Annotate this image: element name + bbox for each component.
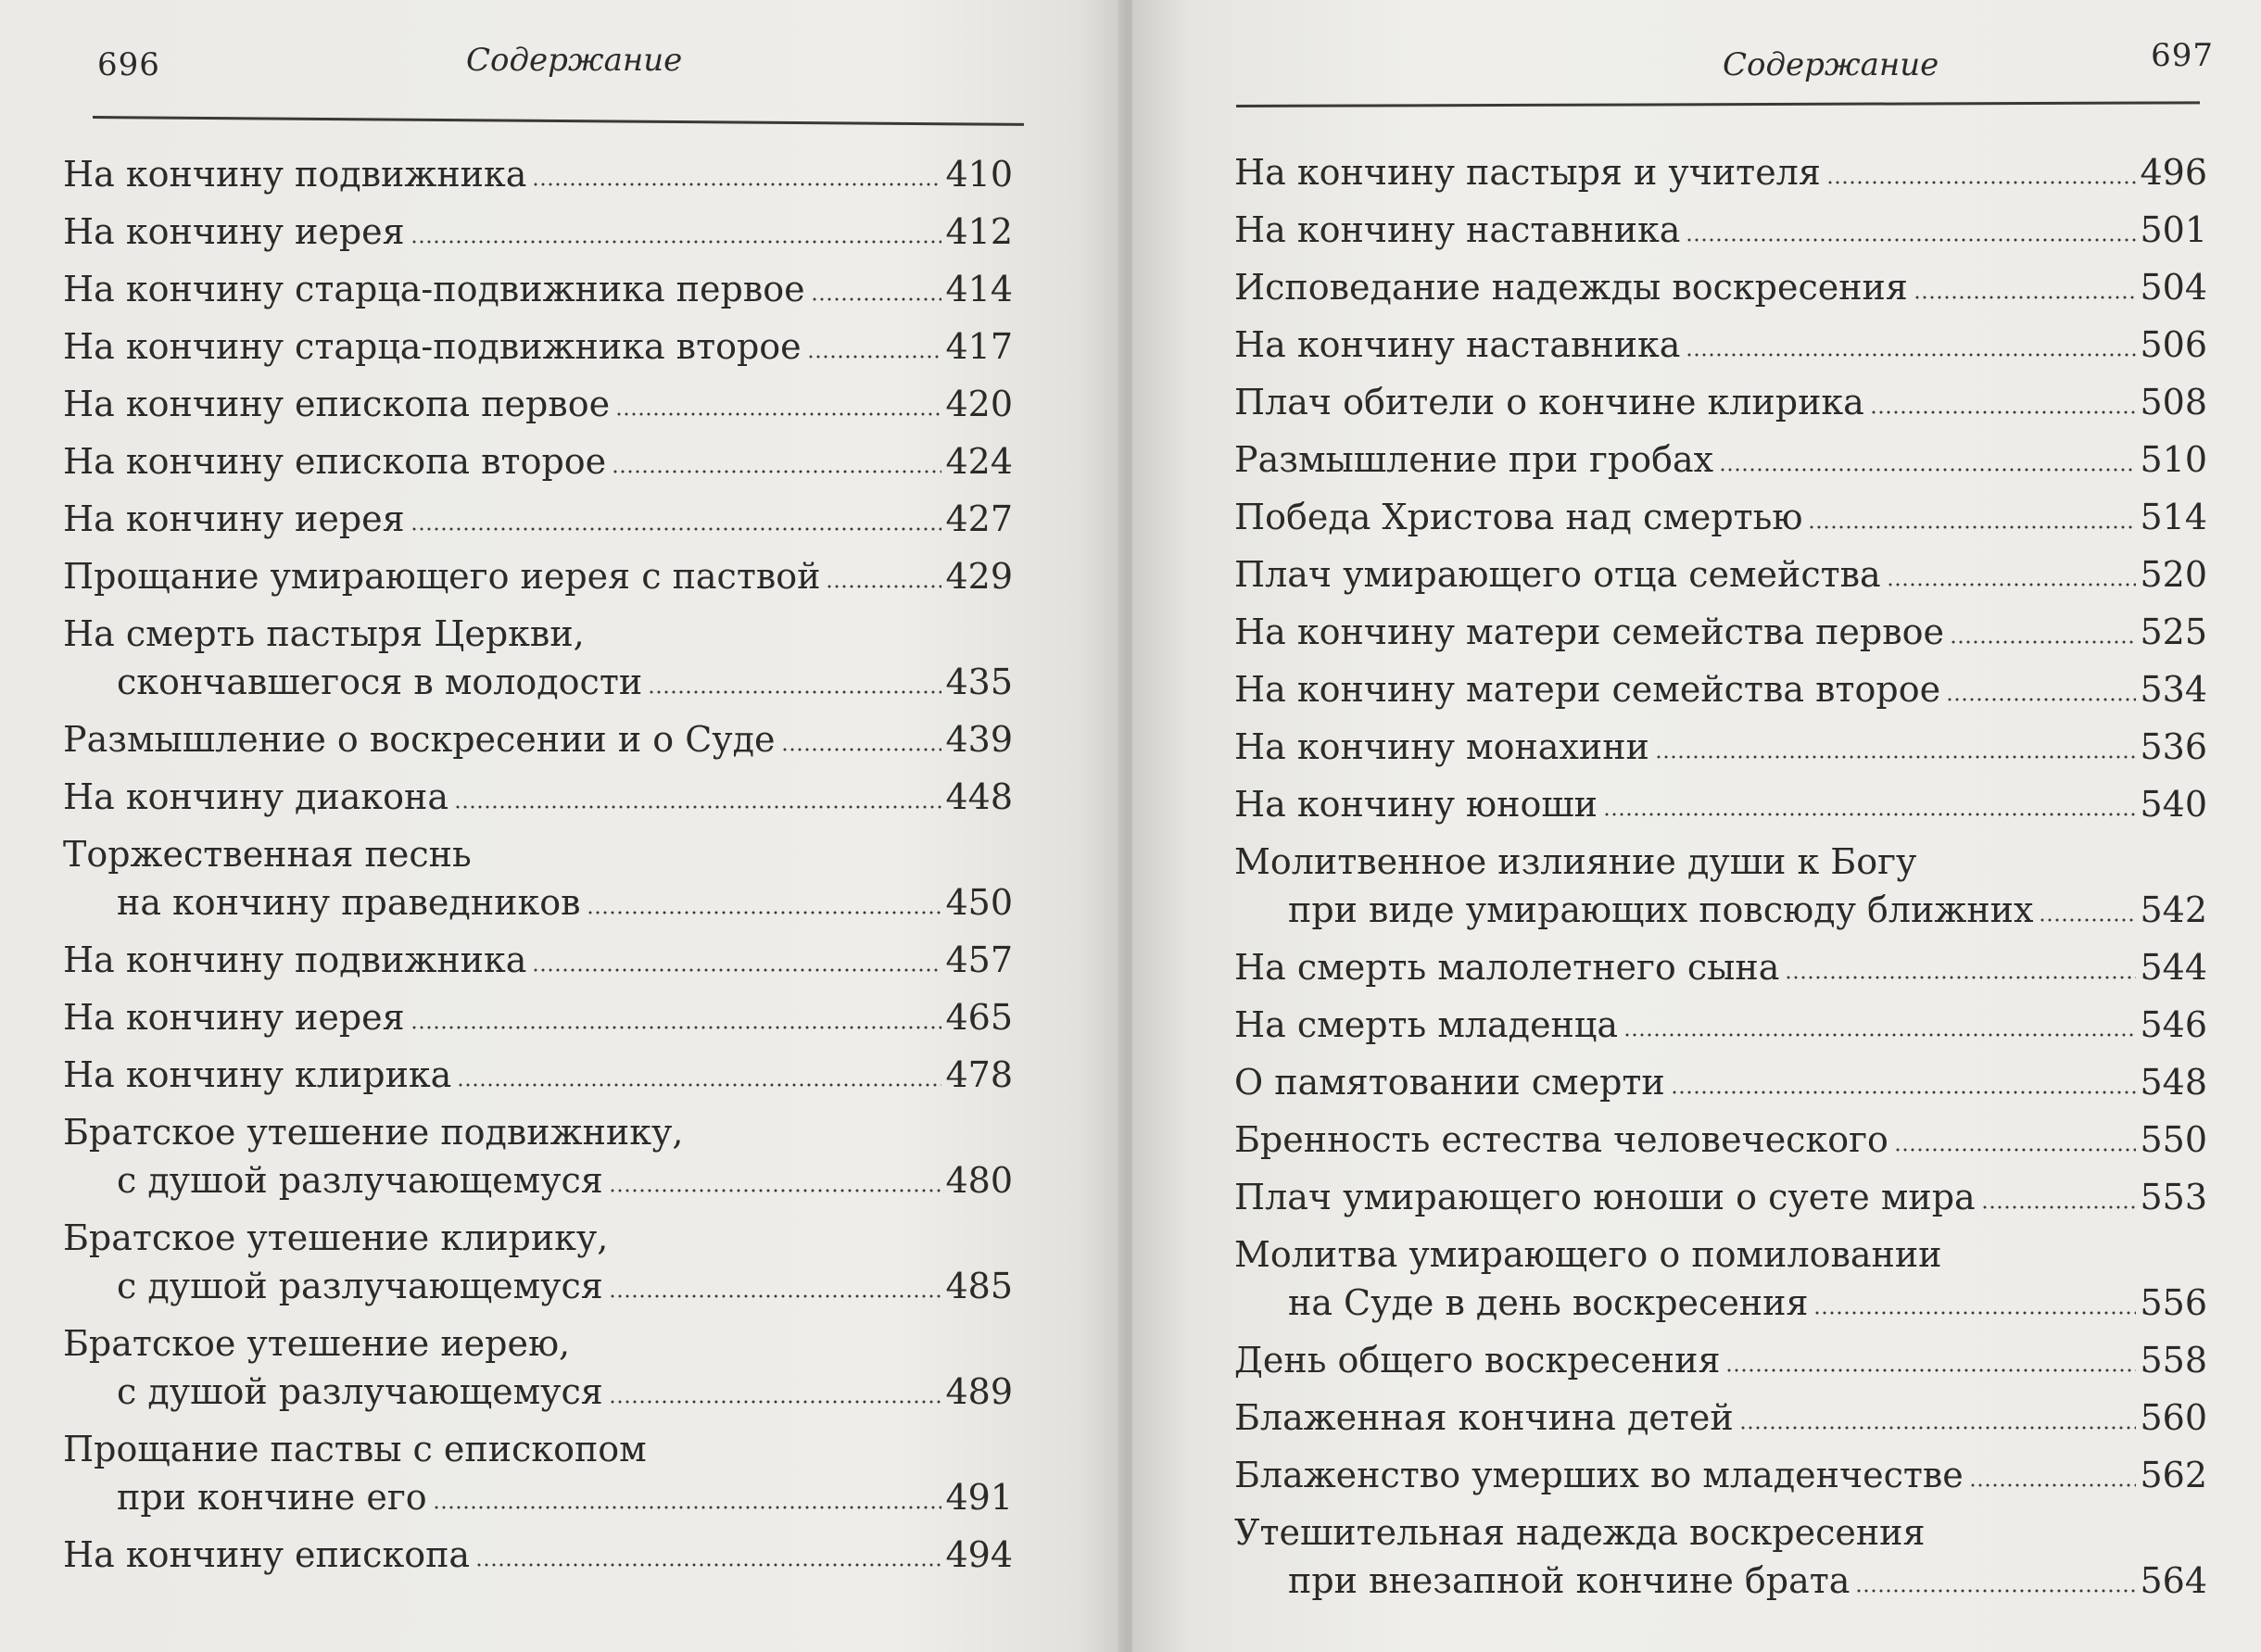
toc-entry — [1234, 378, 2207, 426]
toc-page-number: 424 — [945, 441, 1013, 482]
toc-entry-title: О памятовании смерти — [1234, 1062, 1665, 1103]
leader-dots — [1969, 1483, 2137, 1487]
leader-dots — [609, 1189, 942, 1192]
toc-entry — [63, 552, 1013, 600]
leader-dots — [1826, 181, 2137, 184]
toc-entry-line — [63, 150, 1013, 198]
toc-entry-line — [63, 437, 1013, 486]
leader-dots — [1813, 1311, 2136, 1315]
toc-entry-title: Исповедание надежды воскресения — [1234, 267, 1908, 308]
toc-entry-continuation — [1234, 1557, 2207, 1605]
leader-dots — [532, 968, 941, 972]
toc-page-number: 435 — [945, 662, 1013, 702]
toc-entry — [1234, 1116, 2207, 1164]
toc-page-number: 556 — [2140, 1282, 2207, 1323]
leader-dots — [411, 527, 942, 531]
toc-page-number: 560 — [2140, 1397, 2207, 1438]
toc-entry-title: с душой разлучающемуся — [117, 1266, 603, 1306]
toc-entry-line — [1234, 493, 2207, 541]
toc-entry — [63, 265, 1013, 313]
toc-page-number: 414 — [945, 269, 1013, 309]
leader-dots — [826, 585, 941, 588]
toc-entry — [1234, 608, 2207, 656]
toc-entry-line — [63, 552, 1013, 600]
leader-dots — [2039, 918, 2136, 922]
toc-page-number: 540 — [2140, 784, 2207, 825]
toc-entry-title: На смерть пастыря Церкви, — [63, 613, 585, 654]
leader-dots — [609, 1294, 942, 1298]
toc-entry — [1234, 435, 2207, 484]
page-number: 697 — [2151, 37, 2214, 74]
leader-dots — [1725, 1368, 2136, 1372]
toc-entry-line — [1234, 1058, 2207, 1106]
toc-entry-line — [63, 380, 1013, 428]
toc-page-number: 506 — [2140, 324, 2207, 365]
toc-entry-line — [1234, 723, 2207, 771]
table-of-contents — [1234, 148, 2207, 1614]
toc-entry — [1234, 493, 2207, 541]
toc-entry-title: Блаженная кончина детей — [1234, 1397, 1734, 1438]
toc-entry-line — [1234, 148, 2207, 196]
toc-entry-line — [63, 1319, 1013, 1368]
toc-entry-title: на кончину праведников — [117, 882, 581, 923]
toc-entry-title: Братское утешение иерею, — [63, 1323, 571, 1364]
toc-entry-title: при виде умирающих повсюду ближних — [1288, 889, 2034, 930]
toc-entry-title: с душой разлучающемуся — [117, 1160, 603, 1201]
leader-dots — [1739, 1426, 2137, 1430]
toc-entry — [63, 1214, 1013, 1310]
toc-entry-line — [1234, 550, 2207, 599]
toc-entry — [1234, 1001, 2207, 1049]
toc-entry — [1234, 321, 2207, 369]
toc-entry-line — [1234, 1001, 2207, 1049]
toc-entry-line — [63, 208, 1013, 256]
toc-entry — [63, 993, 1013, 1041]
toc-entry — [63, 715, 1013, 763]
leader-dots — [1950, 640, 2136, 644]
toc-entry-title: Молитва умирающего о помиловании — [1234, 1234, 1942, 1275]
toc-entry — [1234, 1336, 2207, 1384]
toc-entry — [63, 322, 1013, 371]
toc-entry-line — [1234, 1173, 2207, 1221]
toc-entry-line — [63, 1051, 1013, 1099]
leader-dots — [433, 1506, 942, 1509]
toc-entry-line — [63, 773, 1013, 821]
toc-page-number: 480 — [945, 1160, 1013, 1201]
toc-page-number: 536 — [2140, 726, 2207, 767]
toc-page-number: 429 — [945, 556, 1013, 597]
page-header — [93, 37, 1024, 102]
left-page — [0, 0, 1123, 1652]
leader-dots — [1671, 1091, 2137, 1094]
leader-dots — [1894, 1148, 2137, 1152]
toc-entry-title: На кончину диакона — [63, 776, 449, 817]
toc-page-number: 553 — [2140, 1177, 2207, 1217]
toc-entry-title: На кончину наставника — [1234, 324, 1681, 365]
leader-dots — [648, 690, 941, 694]
toc-entry — [1234, 550, 2207, 599]
toc-entry-line — [1234, 665, 2207, 713]
toc-page-number: 491 — [945, 1477, 1013, 1518]
running-title: Содержание — [1723, 46, 1939, 83]
toc-entry — [63, 610, 1013, 706]
toc-entry-title: Блаженство умерших во младенчестве — [1234, 1455, 1964, 1495]
toc-page-number: 501 — [2140, 209, 2207, 250]
toc-page-number: 496 — [2140, 152, 2207, 193]
toc-page-number: 544 — [2140, 947, 2207, 988]
toc-entry-title: при внезапной кончине брата — [1288, 1560, 1850, 1601]
toc-entry-line — [1234, 321, 2207, 369]
toc-entry-title: На кончину пастыря и учителя — [1234, 152, 1821, 193]
toc-entry-title: Прощание умирающего иерея с паствой — [63, 556, 821, 597]
toc-entry-title: На кончину иерея — [63, 997, 405, 1038]
toc-page-number: 534 — [2140, 669, 2207, 710]
leader-dots — [457, 1083, 941, 1087]
leader-dots — [454, 805, 941, 809]
toc-page-number: 548 — [2140, 1062, 2207, 1103]
toc-entry-title: На кончину иерея — [63, 498, 405, 539]
header-rule — [1236, 101, 2200, 107]
toc-entry — [1234, 1173, 2207, 1221]
toc-page-number: 520 — [2140, 554, 2207, 595]
toc-page-number: 546 — [2140, 1004, 2207, 1045]
toc-entry-line — [1234, 378, 2207, 426]
leader-dots — [781, 748, 942, 751]
toc-entry-line — [63, 830, 1013, 878]
toc-entry-title: при кончине его — [117, 1477, 427, 1518]
leader-dots — [1655, 755, 2137, 759]
toc-entry-title: На кончину иерея — [63, 211, 405, 252]
toc-entry — [1234, 1393, 2207, 1442]
toc-entry — [63, 1425, 1013, 1521]
leader-dots — [411, 240, 942, 244]
leader-dots — [411, 1026, 942, 1029]
leader-dots — [475, 1563, 941, 1567]
toc-entry — [63, 1531, 1013, 1579]
toc-entry-title: На кончину подвижника — [63, 939, 527, 980]
leader-dots — [1855, 1589, 2136, 1593]
toc-entry — [1234, 838, 2207, 934]
toc-entry-title: День общего воскресения — [1234, 1340, 1721, 1381]
toc-entry-title: На кончину епископа первое — [63, 384, 611, 424]
page-header — [1236, 37, 2214, 102]
toc-entry-title: На кончину матери семейства первое — [1234, 612, 1944, 652]
toc-entry-line — [1234, 206, 2207, 254]
toc-entry-continuation — [63, 878, 1013, 927]
toc-entry-title: На смерть малолетнего сына — [1234, 947, 1780, 988]
toc-entry-title: На кончину епископа второе — [63, 441, 607, 482]
toc-entry — [63, 830, 1013, 927]
toc-entry — [63, 1051, 1013, 1099]
toc-entry-title: Размышление о воскресении и о Суде — [63, 719, 776, 760]
table-of-contents — [63, 150, 1013, 1588]
toc-entry — [63, 1108, 1013, 1204]
leader-dots — [807, 355, 942, 359]
leader-dots — [609, 1400, 942, 1404]
toc-entry — [1234, 1508, 2207, 1605]
toc-page-number: 494 — [945, 1534, 1013, 1575]
leader-dots — [1946, 698, 2136, 701]
toc-page-number: 417 — [945, 326, 1013, 367]
toc-entry — [1234, 723, 2207, 771]
toc-entry-title: Плач умирающего отца семейства — [1234, 554, 1881, 595]
toc-entry — [1234, 1230, 2207, 1327]
toc-entry-title: Победа Христова над смертью — [1234, 497, 1803, 537]
toc-page-number: 508 — [2140, 382, 2207, 422]
toc-entry-continuation — [63, 1156, 1013, 1204]
toc-entry-line — [1234, 780, 2207, 828]
toc-entry-title: На кончину матери семейства второе — [1234, 669, 1941, 710]
toc-page-number: 412 — [945, 211, 1013, 252]
toc-entry-line — [63, 1531, 1013, 1579]
toc-entry — [1234, 1058, 2207, 1106]
toc-entry-line — [1234, 263, 2207, 311]
leader-dots — [1686, 238, 2136, 242]
toc-page-number: 514 — [2140, 497, 2207, 537]
toc-entry — [63, 773, 1013, 821]
toc-entry — [1234, 665, 2207, 713]
toc-entry-title: Прощание паствы с епископом — [63, 1429, 647, 1469]
toc-entry-title: Братское утешение клирику, — [63, 1217, 609, 1258]
toc-page-number: 510 — [2140, 439, 2207, 480]
toc-page-number: 504 — [2140, 267, 2207, 308]
toc-page-number: 558 — [2140, 1340, 2207, 1381]
toc-entry-title: На кончину старца-подвижника второе — [63, 326, 802, 367]
toc-entry-line — [63, 715, 1013, 763]
toc-page-number: 542 — [2140, 889, 2207, 930]
leader-dots — [1603, 813, 2136, 816]
toc-entry-line — [1234, 1393, 2207, 1442]
toc-page-number: 485 — [945, 1266, 1013, 1306]
toc-entry-title: скончавшегося в молодости — [117, 662, 643, 702]
leader-dots — [532, 183, 941, 186]
toc-page-number: 420 — [945, 384, 1013, 424]
toc-entry-line — [1234, 1508, 2207, 1557]
toc-entry-title: Плач умирающего юноши о суете мира — [1234, 1177, 1976, 1217]
toc-page-number: 427 — [945, 498, 1013, 539]
leader-dots — [1719, 468, 2136, 472]
toc-entry-title: Утешительная надежда воскресения — [1234, 1512, 1926, 1553]
toc-entry-title: На кончину подвижника — [63, 154, 527, 195]
toc-entry-line — [1234, 838, 2207, 886]
toc-page-number: 410 — [945, 154, 1013, 195]
leader-dots — [612, 470, 941, 473]
toc-entry-title: На смерть младенца — [1234, 1004, 1618, 1045]
toc-entry-line — [1234, 435, 2207, 484]
toc-entry-line — [63, 495, 1013, 543]
toc-entry-continuation — [1234, 1279, 2207, 1327]
toc-entry-title: Плач обители о кончине клирика — [1234, 382, 1864, 422]
toc-page-number: 564 — [2140, 1560, 2207, 1601]
toc-entry-line — [63, 610, 1013, 658]
toc-entry-continuation — [1234, 886, 2207, 934]
toc-entry — [1234, 206, 2207, 254]
toc-entry-title: Размышление при гробах — [1234, 439, 1714, 480]
toc-entry-line — [63, 1108, 1013, 1156]
leader-dots — [1785, 976, 2136, 979]
leader-dots — [811, 297, 942, 301]
toc-entry — [1234, 1451, 2207, 1499]
toc-entry-title: На кончину епископа — [63, 1534, 471, 1575]
toc-entry-title: На кончину старца-подвижника первое — [63, 269, 805, 309]
toc-entry-title: на Суде в день воскресения — [1288, 1282, 1809, 1323]
header-rule — [93, 116, 1024, 126]
toc-entry-title: Торжественная песнь — [63, 834, 472, 875]
toc-entry-line — [63, 993, 1013, 1041]
toc-entry-line — [63, 936, 1013, 984]
toc-entry-line — [63, 322, 1013, 371]
right-page — [1132, 0, 2261, 1652]
running-title: Содержание — [466, 42, 683, 79]
leader-dots — [1870, 410, 2137, 414]
toc-entry-line — [63, 1425, 1013, 1473]
toc-entry-title: На кончину клирика — [63, 1054, 452, 1095]
toc-page-number: 465 — [945, 997, 1013, 1038]
toc-page-number: 439 — [945, 719, 1013, 760]
leader-dots — [1981, 1205, 2137, 1209]
toc-entry — [1234, 263, 2207, 311]
toc-entry — [63, 1319, 1013, 1416]
toc-entry-title: На кончину монахини — [1234, 726, 1649, 767]
leader-dots — [587, 911, 942, 914]
toc-entry-line — [1234, 943, 2207, 991]
toc-entry — [63, 150, 1013, 198]
leader-dots — [1623, 1033, 2136, 1037]
toc-page-number: 457 — [945, 939, 1013, 980]
toc-entry-continuation — [63, 1473, 1013, 1521]
toc-entry-line — [1234, 608, 2207, 656]
toc-entry — [63, 380, 1013, 428]
leader-dots — [1887, 583, 2137, 586]
toc-page-number: 525 — [2140, 612, 2207, 652]
leader-dots — [1808, 525, 2136, 529]
toc-entry-continuation — [63, 658, 1013, 706]
toc-entry-continuation — [63, 1262, 1013, 1310]
toc-entry — [1234, 943, 2207, 991]
leader-dots — [615, 412, 941, 416]
toc-entry-title: На кончину юноши — [1234, 784, 1598, 825]
toc-entry-title: Братское утешение подвижнику, — [63, 1112, 684, 1153]
toc-entry — [63, 495, 1013, 543]
toc-entry — [1234, 780, 2207, 828]
toc-entry — [1234, 148, 2207, 196]
toc-entry-line — [63, 265, 1013, 313]
toc-entry-title: На кончину наставника — [1234, 209, 1681, 250]
toc-entry-title: Бренность естества человеческого — [1234, 1119, 1888, 1160]
toc-page-number: 562 — [2140, 1455, 2207, 1495]
toc-entry-line — [63, 1214, 1013, 1262]
toc-entry-line — [1234, 1336, 2207, 1384]
toc-entry-line — [1234, 1116, 2207, 1164]
toc-entry — [63, 437, 1013, 486]
toc-page-number: 550 — [2140, 1119, 2207, 1160]
page-number: 696 — [97, 46, 160, 83]
toc-page-number: 478 — [945, 1054, 1013, 1095]
toc-entry-line — [1234, 1451, 2207, 1499]
toc-entry — [63, 936, 1013, 984]
toc-page-number: 450 — [945, 882, 1013, 923]
toc-page-number: 448 — [945, 776, 1013, 817]
toc-entry-title: Молитвенное излияние души к Богу — [1234, 841, 1917, 882]
leader-dots — [1686, 353, 2136, 357]
toc-entry-continuation — [63, 1368, 1013, 1416]
leader-dots — [1914, 296, 2137, 299]
toc-entry-line — [1234, 1230, 2207, 1279]
toc-page-number: 489 — [945, 1371, 1013, 1412]
toc-entry-title: с душой разлучающемуся — [117, 1371, 603, 1412]
toc-entry — [63, 208, 1013, 256]
